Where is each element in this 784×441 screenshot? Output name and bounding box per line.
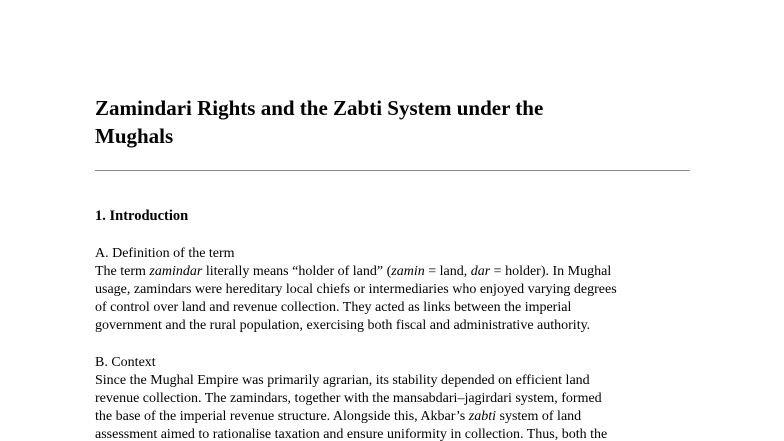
paragraph-line: assessment aimed to rationalise taxation and ensure uniformity in collection. Thus, both the — [95, 427, 608, 441]
title-divider — [95, 170, 690, 171]
paragraph-context — [95, 372, 695, 441]
italic-term: zamin — [391, 264, 425, 279]
paragraph-definition — [95, 263, 695, 335]
subsection-context — [95, 354, 695, 441]
paragraph-line: usage, zamindars were hereditary local chiefs or intermediaries who enjoyed varying degrees — [95, 282, 617, 297]
document-title-line-1: Zamindari Rights and the Zabti System under the — [95, 96, 544, 120]
paragraph-line: the base of the imperial revenue structure. Alongside this, Akbar’s zabti system of land — [95, 409, 582, 424]
italic-term: zamindar — [149, 264, 203, 279]
document-title-line-2: Mughals — [95, 124, 174, 148]
italic-term: zabti — [468, 409, 496, 424]
subsection-heading-definition: A. Definition of the term — [95, 246, 235, 261]
paragraph-line: Since the Mughal Empire was primarily agrarian, its stability depended on efficient land — [95, 373, 590, 388]
document-title — [95, 94, 695, 150]
subsection-heading-context: B. Context — [95, 355, 156, 370]
section-heading-introduction: 1. Introduction — [95, 208, 189, 224]
paragraph-line: The term zamindar literally means “holder of land” (zamin = land, dar = holder). In Mughal — [95, 264, 612, 279]
paragraph-line: government and the rural population, exercising both fiscal and administrative authority. — [95, 318, 591, 333]
paragraph-line: of control over land and revenue collection. They acted as links between the imperial — [95, 300, 572, 315]
italic-term: dar — [470, 264, 491, 279]
subsection-definition — [95, 245, 695, 335]
paragraph-line: revenue collection. The zamindars, together with the mansabdari–jagirdari system, formed — [95, 391, 602, 406]
